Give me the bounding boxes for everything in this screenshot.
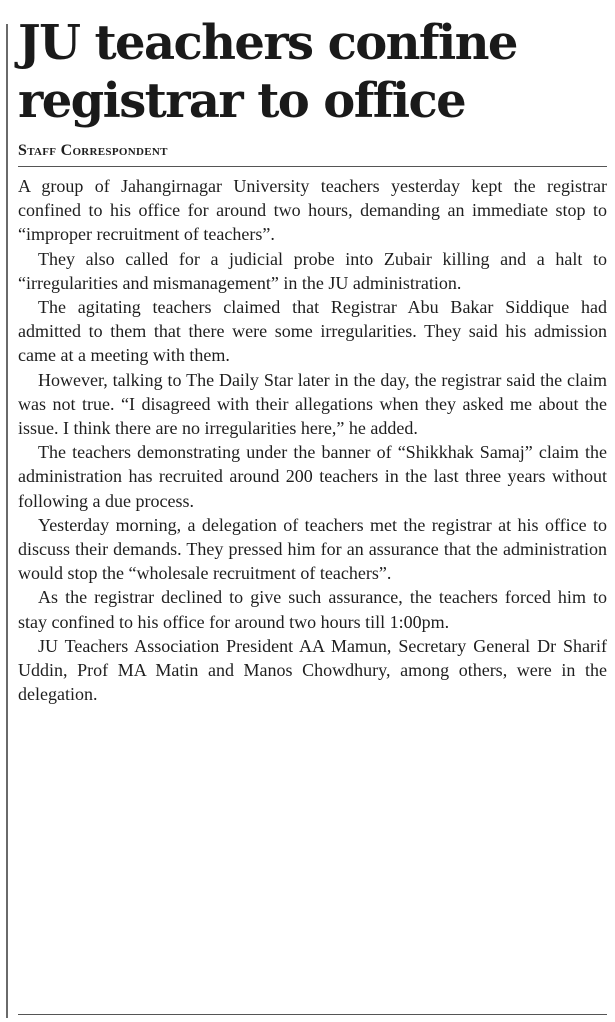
paragraph-1: A group of Jahangirnagar University teachers yesterday kept the registrar confined to his office for around two hours, demanding an immediate stop to “improper recruitment of teachers”.	[18, 176, 607, 245]
paragraph-6: Yesterday morning, a delegation of teachers met the registrar at his office to discuss their demands. They pressed him for an assurance that the administration would stop the “wholesale recruitment of teachers”.	[18, 514, 607, 584]
headline-line-1: JU teachers confine	[18, 15, 517, 71]
headline-line-2: registrar to office	[18, 73, 466, 129]
paragraph-8: JU Teachers Association President AA Mamun, Secretary General Dr Sharif Uddin, Prof MA Matin and Manos Chowdhury, among others, were in the delegation.	[18, 635, 607, 705]
paragraph-2: They also called for a judicial probe into Zubair killing and a halt to “irregularities and mismanagement” in the JU administration.	[18, 248, 607, 293]
article-body	[18, 174, 607, 706]
article	[18, 14, 607, 706]
column-divider-rule	[6, 24, 8, 1018]
byline: Staff Correspondent	[18, 142, 168, 159]
paragraph-5: The teachers demonstrating under the banner of “Shikkhak Samaj” claim the administration has recruited around 200 teachers in the last three years without following a due process.	[18, 442, 607, 511]
paragraph-3: The agitating teachers claimed that Registrar Abu Bakar Siddique had admitted to them that there were some irregularities. They said his admission came at a meeting with them.	[18, 297, 607, 366]
paragraph-4: However, talking to The Daily Star later in the day, the registrar said the claim was not true. “I disagreed with their allegations when they asked me about the issue. I think there are no irregularities here,” he added.	[18, 369, 607, 439]
paragraph-7: As the registrar declined to give such assurance, the teachers forced him to stay confined to his office for around two hours till 1:00pm.	[18, 587, 607, 632]
byline-rule	[18, 166, 607, 167]
bottom-rule	[18, 1014, 607, 1015]
headline	[18, 14, 607, 130]
